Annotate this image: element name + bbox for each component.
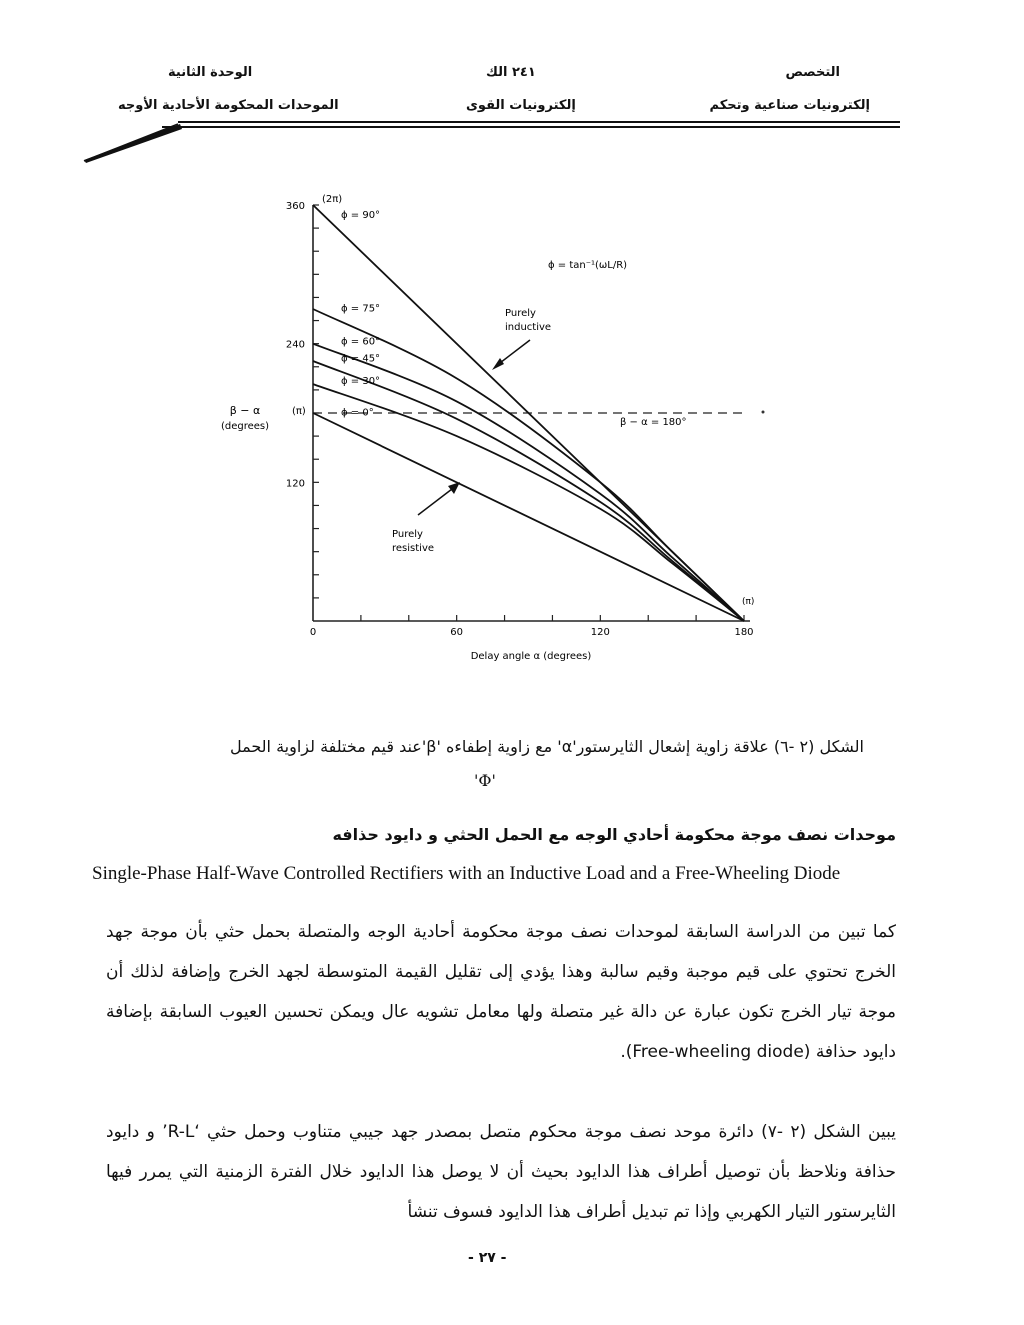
y-tick-label: 360 xyxy=(285,201,305,212)
y-annotation-2pi: (2π) xyxy=(322,194,343,205)
formula-label: ϕ = tan⁻¹(ωL/R) xyxy=(548,260,628,271)
y-axis-label-line1: β − α xyxy=(229,404,261,417)
figure-caption: الشكل (٢ -٦) علاقة زاوية إشعال الثايرستور'α' مع زاوية إطفاءه 'β'عند قيم مختلفة لزاوية الحمل xyxy=(229,737,864,756)
paragraph-2: يبين الشكل (٢ -٧) دائرة موحد نصف موجة محكوم متصل بمصدر جهد جيبي متناوب وحمل حثي ‘R-L’ و دايود حذافة ونلاحظ بأن توصيل أطراف هذا الدايود بحيث أن لا يوصل هذا الدايود خلال الفترة الزمنية التي يمرر فيها الثايرستور التيار الكهربي وإذا تم تبديل أطراف هذا الدايود فسوف تنشأ xyxy=(106,1122,896,1222)
series-label-2: ϕ = 60° xyxy=(341,336,381,348)
resistive-pointer xyxy=(418,489,452,515)
header-unit-label: الوحدة الثانية xyxy=(168,65,253,80)
purely-resistive-label-1: Purely xyxy=(392,529,423,540)
purely-resistive-label-2: resistive xyxy=(392,543,435,554)
x-tick-label: 180 xyxy=(734,627,754,638)
header-specialty-label: التخصص xyxy=(785,65,840,80)
x-tick-label: 0 xyxy=(309,627,317,638)
x-end-annotation: (π) xyxy=(742,597,755,607)
purely-inductive-label-2: inductive xyxy=(505,322,552,333)
paragraph-1: كما تبين من الدراسة السابقة لموحدات نصف موجة محكومة أحادية الوجه والمتصلة بحمل حثي بأن موجة جهد الخرج تحتوي على قيم موجبة وقيم سالبة وهذا يؤدي إلى تقليل القيمة المتوسطة لجهد الخرج وإضافة لذلك أن موجة تيار الخرج تكون عبارة عن دالة غير متصلة ولها معامل تشويه عال ويمكن تحسين العيوب السابقة بإضافة دايود حذافة (Free-wheeling diode). xyxy=(106,922,896,1062)
y-tick-label: 240 xyxy=(285,339,305,351)
stray-dot xyxy=(762,411,765,414)
y-axis-label-line2: (degrees) xyxy=(220,421,270,432)
x-tick-label: 120 xyxy=(590,627,610,638)
figure-caption-symbol: 'Φ' xyxy=(474,771,496,790)
series-label-3: ϕ = 45° xyxy=(341,353,381,365)
x-axis-label: Delay angle α (degrees) xyxy=(470,651,592,662)
resistive-arrowhead xyxy=(448,482,460,494)
inductive-arrowhead xyxy=(492,358,504,370)
purely-inductive-label-1: Purely xyxy=(505,308,536,319)
series-label-5: ϕ = 0° xyxy=(341,407,374,419)
series-line-3 xyxy=(313,361,744,621)
section-heading-en: Single-Phase Half-Wave Controlled Rectifiers with an Inductive Load and a Free-Wheeling Diode xyxy=(92,863,841,884)
header-unit-title: الموحدات المحكومة الأحادية الأوجه xyxy=(118,98,339,113)
series-label-1: ϕ = 75° xyxy=(341,303,381,315)
reference-line-label: β − α = 180° xyxy=(620,417,687,428)
page-number: - ٢٧ - xyxy=(468,1250,507,1266)
header-specialty-value: إلكترونيات صناعية وتحكم xyxy=(709,98,870,113)
x-tick-label: 60 xyxy=(450,627,464,638)
series-label-0: ϕ = 90° xyxy=(341,209,381,221)
header-course-code: ٢٤١ الك xyxy=(486,65,536,80)
series-label-4: ϕ = 30° xyxy=(341,375,381,387)
header-course-name: إلكترونيات القوى xyxy=(466,98,576,113)
section-heading-ar: موحدات نصف موجة محكومة أحادي الوجه مع الحمل الحثي و دايود حذافه xyxy=(332,825,896,844)
y-tick-label: 120 xyxy=(285,478,305,490)
y-annotation-pi: (π) xyxy=(292,406,306,417)
